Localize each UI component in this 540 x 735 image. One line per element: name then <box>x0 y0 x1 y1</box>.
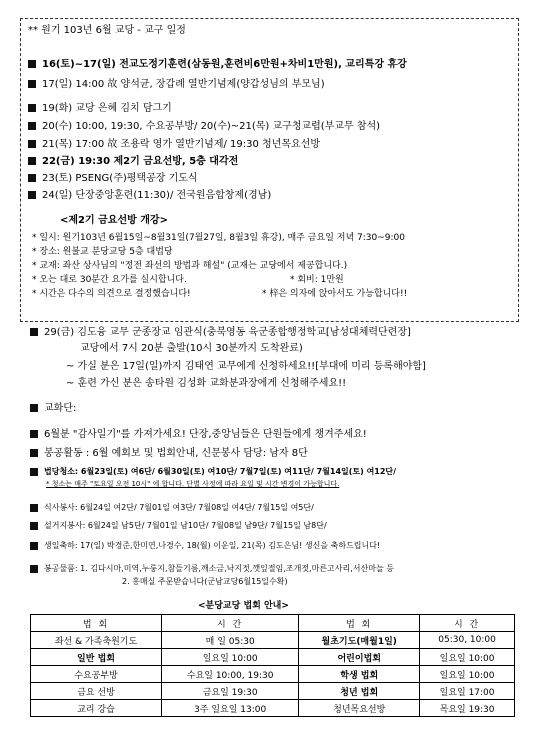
table-cell: 청년 법회 <box>299 683 420 700</box>
geumyo-line: * 일시: 원기103년 6월15일~8월31일(7월27일, 8월3일 휴강), 매주 금요일 저녁 7:30~9:00 <box>32 233 405 243</box>
table-cell: 수요공부방 <box>31 666 162 683</box>
bullet-icon <box>30 542 38 550</box>
bullet-icon <box>30 504 38 512</box>
bullet-icon <box>28 140 36 148</box>
table-header: 법 회 <box>299 615 420 632</box>
service-notice: 봉공활동 : 6월 예회보 및 법회안내, 신문봉사 담당: 남자 8단 <box>30 447 308 460</box>
table-row <box>31 700 515 717</box>
cleaning-notice: 법당청소: 6월23일(토) 여6단/ 6월30일(토) 여10단/ 7월7일(토) 여11단/ 7월14일(토) 여12단/ <box>30 466 396 477</box>
geumyo-line: * 시간은 다수의 의견으로 결정했습니다! <box>32 289 191 299</box>
table-header-row <box>31 615 515 632</box>
table-title: <분당교당 법회 안내> <box>198 601 289 611</box>
table-cell: 학생 법회 <box>299 666 420 683</box>
table-row <box>31 666 515 683</box>
table-cell: 일반 법회 <box>31 649 162 666</box>
table-cell: 일요일 10:00 <box>420 649 515 666</box>
bullet-icon <box>28 122 36 130</box>
table-cell: 3주 일요일 13:00 <box>162 700 299 717</box>
table-cell: 월초기도(매월1일) <box>299 632 420 649</box>
schedule-item: 24(일) 단장중앙훈련(11:30)/ 전국원음합창제(경남) <box>28 189 271 202</box>
bullet-icon <box>28 104 36 112</box>
meal-notice: 식사봉사: 6월24일 여2단/ 7월01일 여3단/ 7월08일 여4단/ 7월15일 여5단/ <box>30 502 314 513</box>
table-header: 시 간 <box>162 615 299 632</box>
geumyo-line: * 오는 대로 30분간 요가를 실시합니다. <box>32 275 187 285</box>
bullet-icon <box>30 522 38 530</box>
bullet-icon <box>28 174 36 182</box>
table-header: 법 회 <box>31 615 162 632</box>
geumyo-fee: * 회비: 1만원 <box>290 275 344 285</box>
birthday-notice: 생일축하: 17(일) 박경준,한미연,나경수, 18(월) 이운일, 21(목) 김도은님! 생신을 축하드립니다! <box>30 540 380 551</box>
table-cell: 금요일 19:30 <box>162 683 299 700</box>
bullet-icon <box>30 328 38 336</box>
table-cell: 05:30, 10:00 <box>420 632 515 649</box>
table-cell: 좌선 & 가족축원기도 <box>31 632 162 649</box>
notice-29-training: ~ 훈련 가신 분은 송타원 김성화 교화분과장에게 신청해주세요!! <box>66 378 347 389</box>
bullet-icon <box>28 60 36 68</box>
table-row <box>31 683 515 700</box>
table-row <box>31 649 515 666</box>
cleaning-note: * 청소는 매주 "토요일 오전 10시" 에 합니다. 단별 사정에 따라 요일 및 시간 변경이 가능합니다. <box>46 480 340 488</box>
table-cell: 일요일 10:00 <box>420 666 515 683</box>
diary-notice: 6월분 "감사일기"를 가져가세요! 단장,중앙님들은 단원들에게 챙겨주세요! <box>30 428 367 441</box>
table-row <box>31 632 515 649</box>
schedule-item: 17(일) 14:00 故 양석균, 장갑례 열반기념제(양갑성님의 부모님) <box>28 78 325 91</box>
goods-notice-2: 2. 홍매실 주문받습니다(군남교당6월15일수확) <box>122 577 288 586</box>
table-cell: 목요일 19:30 <box>420 700 515 717</box>
table-cell: 매 일 05:30 <box>162 632 299 649</box>
bullet-icon <box>28 80 36 88</box>
service-schedule-table <box>30 614 515 717</box>
table-cell: 청년목요선방 <box>299 700 420 717</box>
schedule-title: ** 원기 103년 6월 교당 - 교구 일정 <box>28 25 186 36</box>
bullet-icon <box>30 430 38 438</box>
dish-notice: 설거지봉사: 6월24일 남5단/ 7월01일 남10단/ 7월08일 남9단/ 7월15일 남8단/ <box>30 520 327 531</box>
geumyo-line: * 교재: 좌산 상사님의 "정전 좌선의 방법과 해설" (교재는 교당에서 제공합니다.) <box>32 261 348 271</box>
geumyo-title: <제2기 금요선방 개강> <box>60 215 168 226</box>
notice-29-apply: ~ 가실 분은 17일(일)까지 김태연 교무에게 신청하세요!![부대에 미리 등록해야함] <box>66 361 426 372</box>
table-cell: 일요일 17:00 <box>420 683 515 700</box>
geumyo-line: * 장소: 원불교 분당교당 5층 대법당 <box>32 247 173 257</box>
schedule-item: 20(수) 10:00, 19:30, 수요공부방/ 20(수)~21(목) 교구청교렵(부교무 참석) <box>28 120 380 133</box>
bullet-icon <box>30 565 38 573</box>
bullet-icon <box>28 157 36 165</box>
geumyo-chair-note: * 梓은 의자에 앉아서도 가능합니다!! <box>262 289 408 299</box>
table-cell: 어린이법회 <box>299 649 420 666</box>
table-cell: 일요일 10:00 <box>162 649 299 666</box>
table-cell: 금요 선방 <box>31 683 162 700</box>
bullet-icon <box>30 449 38 457</box>
schedule-item: 23(토) PSENG(주)평택공장 기도식 <box>28 172 198 185</box>
table-cell: 수요일 10:00, 19:30 <box>162 666 299 683</box>
bullet-icon <box>30 468 38 476</box>
bullet-icon <box>30 404 38 412</box>
goods-notice: 봉공물품: 1. 김다시마,미역,누룽지,참들기름,깨소금,낙지젓,깻잎절임,조개젓,마른고사리,서산마늘 등 <box>30 563 394 574</box>
notice-29-depart: 교당에서 7시 20분 출발(10시 30분까지 도착완료) <box>80 343 303 354</box>
notice-29: 29(금) 김도융 교무 군종장교 임관식(충북영동 육군종합행정학교[남성대체력단련장] <box>30 326 411 339</box>
table-header: 시 간 <box>420 615 515 632</box>
bullet-icon <box>28 191 36 199</box>
schedule-item: 16(토)~17(일) 전교도정기훈련(삼동원,훈련비6만원+차비1만원), 교리특강 휴강 <box>28 58 407 71</box>
schedule-item: 21(목) 17:00 故 조용락 영가 열반기념제/ 19:30 청년목요선방 <box>28 138 320 151</box>
table-cell: 교리 강습 <box>31 700 162 717</box>
schedule-item: 22(금) 19:30 제2기 금요선방, 5층 대각전 <box>28 155 238 168</box>
schedule-item: 19(화) 교당 은혜 김치 담그기 <box>28 102 172 115</box>
gyohwadan: 교화단: <box>30 402 76 415</box>
